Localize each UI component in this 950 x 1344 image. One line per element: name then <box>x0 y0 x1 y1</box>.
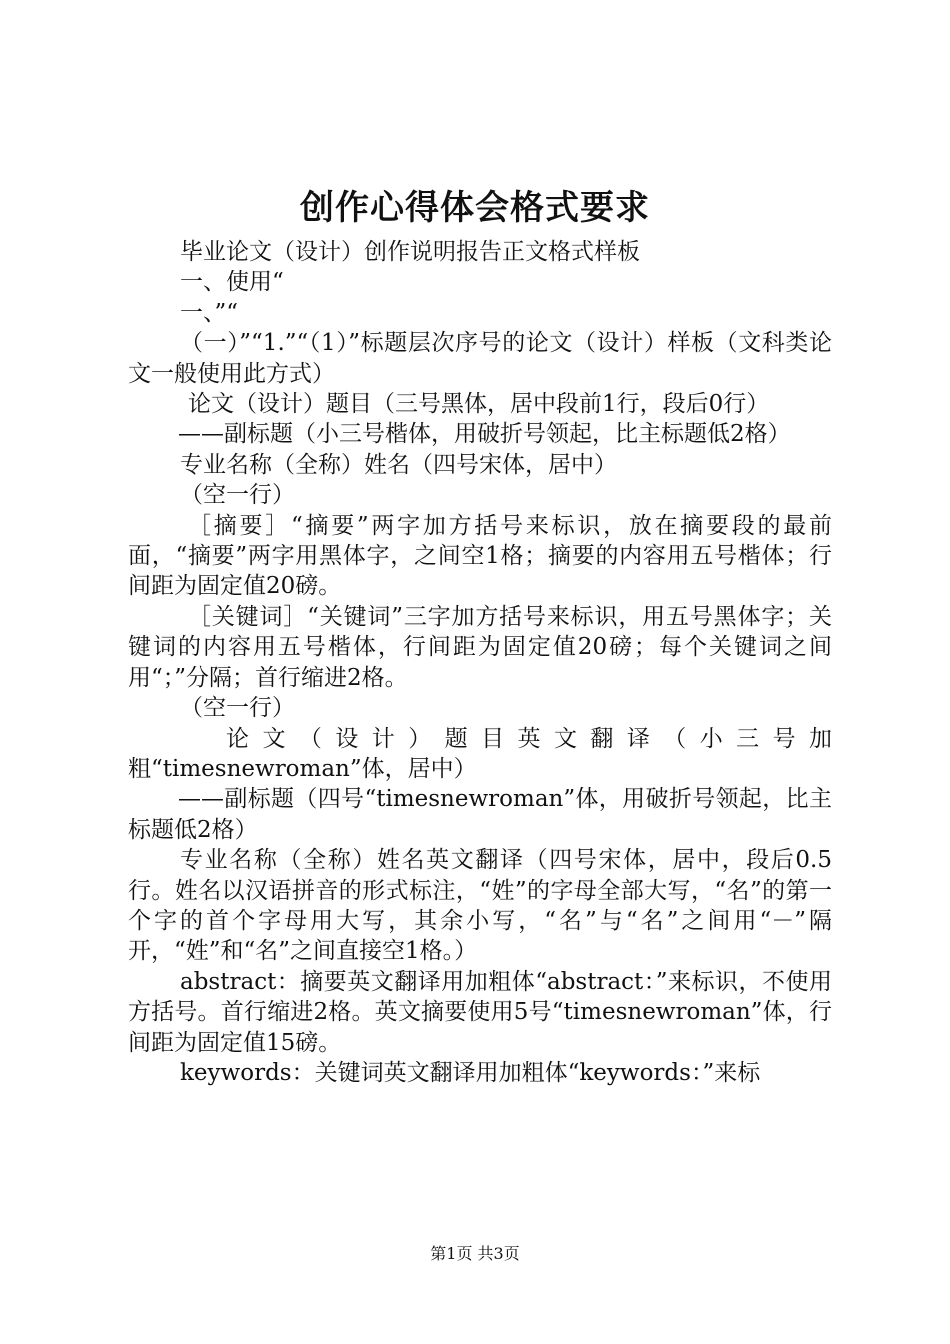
paragraph-abstract-en: abstract：摘要英文翻译用加粗体“abstract：”来标识，不使用方括号。首行缩进2格。英文摘要使用5号“timesnewroman”体，行间距为固定值15磅。 <box>128 968 832 1056</box>
paragraph-name-en: 专业名称（全称）姓名英文翻译（四号宋体，居中，段后0.5行。姓名以汉语拼音的形式标注，“姓”的字母全部大写，“名”的第一个字的首个字母用大写，其余小写，“名”与“名”之间用“－”隔开，“姓”和“名”之间直接空1格。） <box>128 847 832 965</box>
paragraph-keywords-cn: ［关键词］“关键词”三字加方括号来标识，用五号黑体字；关键词的内容用五号楷体，行间距为固定值20磅；每个关键词之间用“；”分隔；首行缩进2格。 <box>128 603 832 691</box>
page-footer: 第1页 共3页 <box>430 1244 520 1263</box>
paragraph-keywords-en: keywords：关键词英文翻译用加粗体“keywords：”来标 <box>180 1059 761 1086</box>
paragraph-subtitle: ——副标题（小三号楷体，用破折号领起，比主标题低2格） <box>178 421 791 448</box>
paragraph-usage: 一、使用“ <box>180 269 284 296</box>
document-title: 创作心得体会格式要求 <box>300 188 650 228</box>
paragraph-major-name: 专业名称（全称）姓名（四号宋体，居中） <box>180 451 617 478</box>
document-body <box>128 237 832 1088</box>
paragraph-blank-line-2: （空一行） <box>180 695 295 722</box>
paragraph-title-en: 论文（设计）题目英文翻译（小三号加粗“timesnewroman”体，居中） <box>128 725 832 782</box>
paragraph-subtitle-en: ——副标题（四号“timesnewroman”体，用破折号领起，比主标题低2格） <box>128 786 832 843</box>
paragraph-abstract-cn: ［摘要］“摘要”两字加方括号来标识，放在摘要段的最前面，“摘要”两字用黑体字，之间空1格；摘要的内容用五号楷体；行间距为固定值20磅。 <box>128 512 832 600</box>
paragraph-numbering: 一、”“ <box>180 299 239 326</box>
paragraph-blank-line: （空一行） <box>180 482 295 509</box>
paragraph-thesis-title: 论文（设计）题目（三号黑体，居中段前1行，段后0行） <box>188 391 770 418</box>
paragraph-hierarchy: （一）”“1.”“（1）”标题层次序号的论文（设计）样板（文科类论文一般使用此方式） <box>128 330 832 387</box>
paragraph-template-heading: 毕业论文（设计）创作说明报告正文格式样板 <box>180 239 640 265</box>
